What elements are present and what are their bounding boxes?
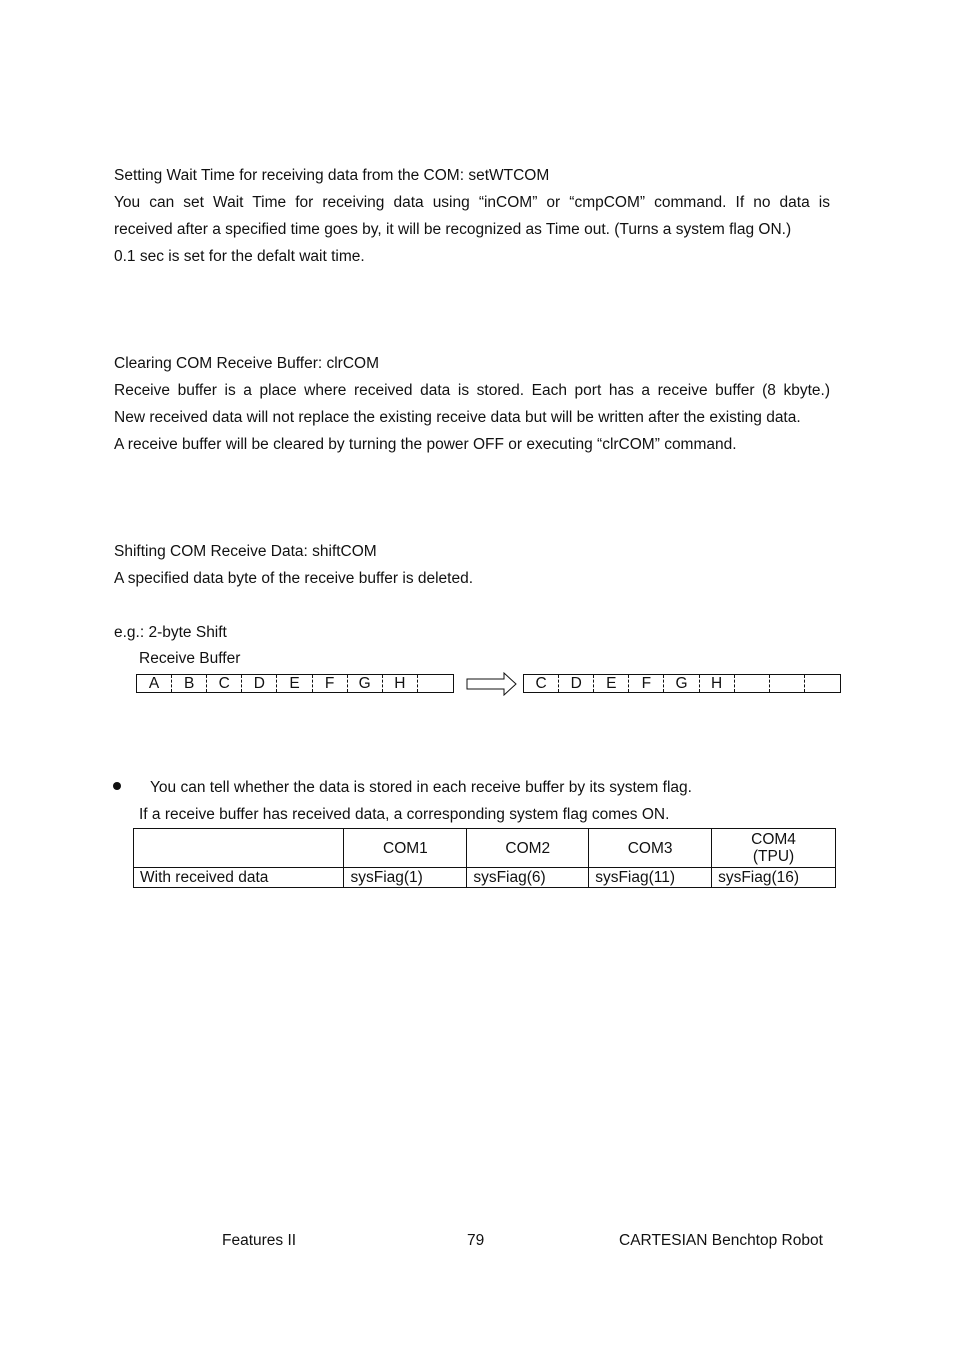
table-row xyxy=(134,868,836,888)
paragraph-line: 0.1 sec is set for the defalt wait time. xyxy=(114,248,365,265)
buffer-cell xyxy=(805,675,840,692)
section-title-setwtcom: Setting Wait Time for receiving data from the COM: setWTCOM xyxy=(114,167,550,184)
paragraph-line: You can set Wait Time for receiving data using “inCOM” or “cmpCOM” command. If no data is xyxy=(114,194,830,211)
page-number: 79 xyxy=(467,1232,485,1249)
section-title-shiftcom: Shifting COM Receive Data: shiftCOM xyxy=(114,543,377,560)
table-header-cell: COM1 xyxy=(344,829,467,868)
buffer-cell xyxy=(735,675,770,692)
buffer-cell: A xyxy=(137,675,172,692)
table-header-cell: COM4 (TPU) xyxy=(712,829,836,868)
paragraph-line: A specified data byte of the receive buffer is deleted. xyxy=(114,570,474,587)
buffer-cell: F xyxy=(313,675,348,692)
buffer-cell: E xyxy=(594,675,629,692)
paragraph-line: received after a specified time goes by, it will be recognized as Time out. (Turns a system flag ON.) xyxy=(114,221,792,238)
paragraph-line: If a receive buffer has received data, a corresponding system flag comes ON. xyxy=(139,806,670,823)
buffer-cell: H xyxy=(383,675,418,692)
buffer-cell xyxy=(418,675,453,692)
buffer-cell: C xyxy=(524,675,559,692)
buffer-cell: D xyxy=(242,675,277,692)
table-header-cell: COM3 xyxy=(589,829,712,868)
table-header-cell: COM2 xyxy=(467,829,589,868)
bullet-icon xyxy=(113,782,121,790)
paragraph-line: Receive buffer is a place where received data is stored. Each port has a receive buffer (8 kbyte.) xyxy=(114,382,830,399)
receive-buffer-before xyxy=(136,674,454,693)
table-cell: With received data xyxy=(134,868,344,888)
table-cell: sysFiag(1) xyxy=(344,868,467,888)
buffer-cell: D xyxy=(559,675,594,692)
table-header-cell xyxy=(134,829,344,868)
paragraph-line: New received data will not replace the existing receive data but will be written after the existing data. xyxy=(114,409,801,426)
shift-arrow-icon xyxy=(466,672,518,696)
bullet-text: You can tell whether the data is stored in each receive buffer by its system flag. xyxy=(150,779,692,796)
footer-product-name: CARTESIAN Benchtop Robot xyxy=(619,1232,823,1249)
table-cell: sysFiag(11) xyxy=(589,868,712,888)
receive-buffer-after xyxy=(523,674,841,693)
table-cell: sysFiag(16) xyxy=(712,868,836,888)
paragraph-line: A receive buffer will be cleared by turning the power OFF or executing “clrCOM” command. xyxy=(114,436,737,453)
table-header-row xyxy=(134,829,836,868)
section-title-clrcom: Clearing COM Receive Buffer: clrCOM xyxy=(114,355,380,372)
receive-buffer-label: Receive Buffer xyxy=(139,650,241,667)
buffer-cell: G xyxy=(664,675,699,692)
footer-section-name: Features II xyxy=(222,1232,297,1249)
buffer-cell: F xyxy=(629,675,664,692)
table-cell: sysFiag(6) xyxy=(467,868,589,888)
system-flag-table xyxy=(133,828,836,888)
buffer-cell: C xyxy=(207,675,242,692)
example-label: e.g.: 2-byte Shift xyxy=(114,624,227,641)
buffer-cell xyxy=(770,675,805,692)
buffer-cell: B xyxy=(172,675,207,692)
buffer-cell: H xyxy=(700,675,735,692)
buffer-cell: E xyxy=(277,675,312,692)
buffer-cell: G xyxy=(348,675,383,692)
